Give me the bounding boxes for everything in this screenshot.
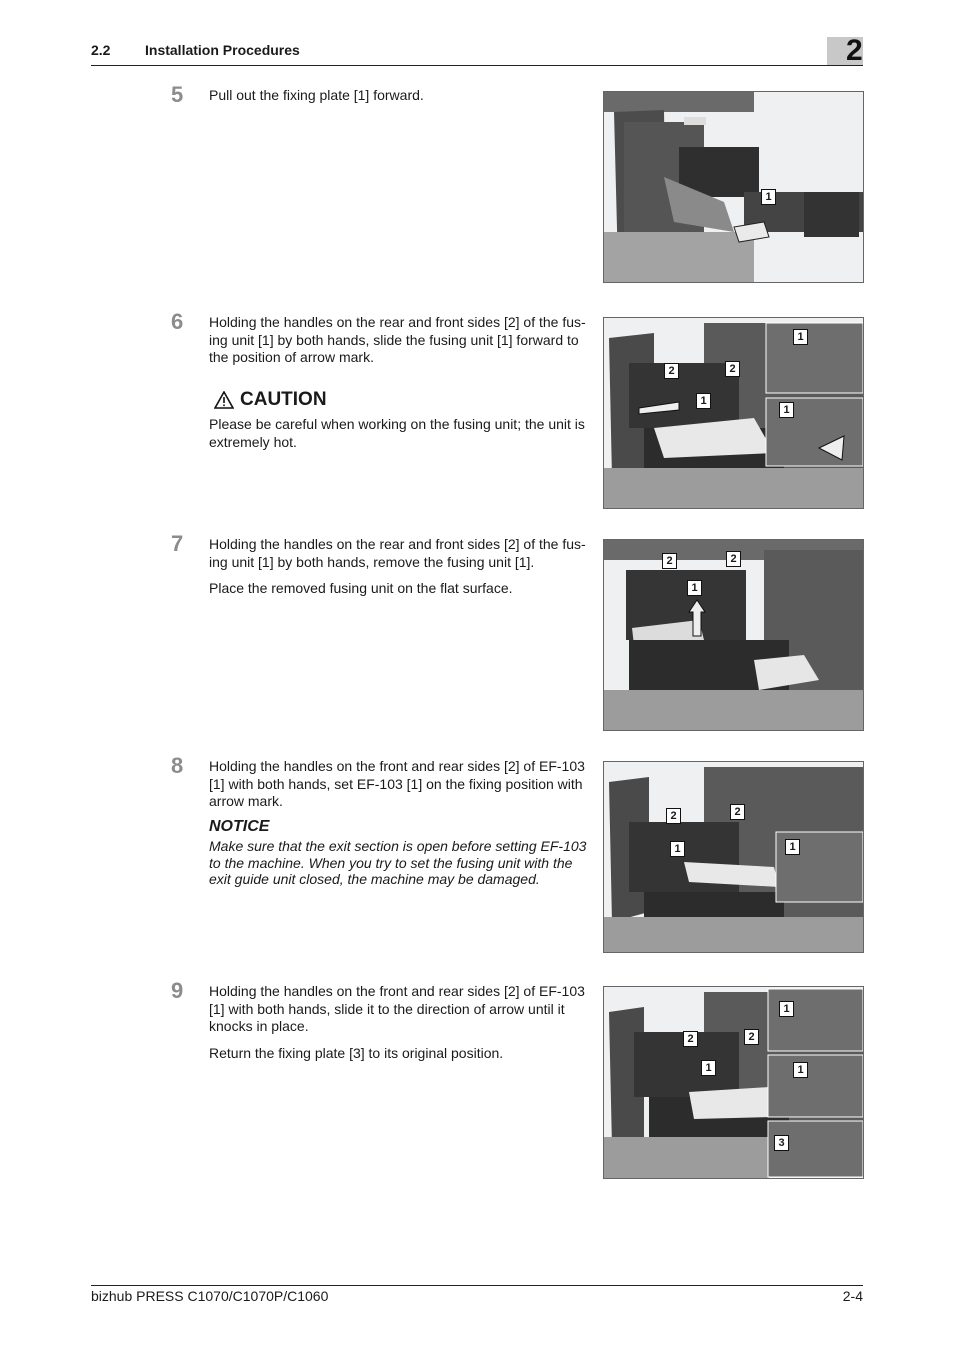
fig9-callout-1b: 1 xyxy=(779,1001,794,1017)
step-9-note: Return the fixing plate [3] to its original position. xyxy=(209,1044,504,1061)
fig5-callout-1: 1 xyxy=(761,189,776,205)
fig9-callout-2b: 2 xyxy=(744,1029,759,1045)
step-8-number: 8 xyxy=(171,753,184,778)
slide-fusing-unit-illustration xyxy=(604,318,863,508)
step-5-number: 5 xyxy=(171,82,184,107)
fig7-callout-2b: 2 xyxy=(726,551,741,567)
fig8-callout-2b: 2 xyxy=(730,804,745,820)
step-8-illustration xyxy=(603,761,864,953)
fig7-callout-1: 1 xyxy=(687,580,702,596)
step-8-text xyxy=(209,758,595,811)
step-7-illustration xyxy=(603,539,864,731)
step-5-illustration xyxy=(603,91,864,283)
step-7-note: Place the removed fusing unit on the flat surface. xyxy=(209,580,513,596)
step-7-instruction: Holding the handles on the rear and front sides [2] of the fus-ing unit [1] by both hands, remove the fusing unit [1]. xyxy=(209,536,586,570)
step-5-instruction: Pull out the fixing plate [1] forward. xyxy=(209,87,424,103)
fig6-callout-1b: 1 xyxy=(793,329,808,345)
fig9-callout-1a: 1 xyxy=(701,1060,716,1076)
section-number: 2.2 xyxy=(91,42,111,58)
fig9-callout-3: 3 xyxy=(774,1135,789,1151)
footer-page-number: 2-4 xyxy=(842,1288,863,1304)
notice-text: Make sure that the exit section is open before setting EF-103 to the machine. When you try to set the fusing unit with the exit guide unit closed, the machine may be damaged. xyxy=(209,838,587,888)
fig6-callout-2b: 2 xyxy=(725,361,740,377)
fig9-callout-1c: 1 xyxy=(793,1062,808,1078)
caution-text: Please be careful when working on the fusing unit; the unit is extremely hot. xyxy=(209,416,585,450)
fixing-plate-illustration xyxy=(604,92,863,282)
fig6-callout-1c: 1 xyxy=(779,402,794,418)
step-9-instruction: Holding the handles on the front and rear sides [2] of EF-103 [1] with both hands, slide it to the direction of arrow until it knocks in place. xyxy=(209,983,585,1034)
step-7-number: 7 xyxy=(171,531,184,556)
slide-ef103-illustration xyxy=(604,987,863,1178)
fig9-callout-2a: 2 xyxy=(683,1031,698,1047)
notice-heading: NOTICE xyxy=(209,818,270,835)
remove-fusing-unit-illustration xyxy=(604,540,863,730)
step-9-illustration xyxy=(603,986,864,1179)
fig6-callout-2a: 2 xyxy=(664,363,679,379)
step-6-instruction: Holding the handles on the rear and front sides [2] of the fus-ing unit [1] by both hands, slide the fusing unit [1] forward to the position of arrow mark. xyxy=(209,314,586,365)
step-6-text xyxy=(209,314,595,367)
step-6-number: 6 xyxy=(171,309,184,334)
header-rule xyxy=(91,65,863,66)
step-8-instruction: Holding the handles on the front and rear sides [2] of EF-103 [1] with both hands, set EF-103 [1] on the fixing position with arrow mark. xyxy=(209,758,585,809)
step-6-illustration xyxy=(603,317,864,509)
fig8-callout-2a: 2 xyxy=(666,808,681,824)
fig6-callout-1a: 1 xyxy=(696,393,711,409)
step-5-text xyxy=(209,87,595,105)
section-title: Installation Procedures xyxy=(145,42,300,58)
fig8-callout-1b: 1 xyxy=(785,839,800,855)
footer-rule xyxy=(91,1285,863,1286)
caution-heading xyxy=(214,389,327,411)
step-7-text xyxy=(209,536,595,598)
footer-product: bizhub PRESS C1070/C1070P/C1060 xyxy=(91,1288,329,1304)
step-9-text xyxy=(209,983,595,1062)
set-ef103-illustration xyxy=(604,762,863,952)
fig7-callout-2a: 2 xyxy=(662,553,677,569)
fig8-callout-1a: 1 xyxy=(670,841,685,857)
step-9-number: 9 xyxy=(171,978,184,1003)
caution-label: CAUTION xyxy=(240,389,327,410)
warning-triangle-icon xyxy=(214,391,234,409)
chapter-number: 2 xyxy=(846,34,863,67)
